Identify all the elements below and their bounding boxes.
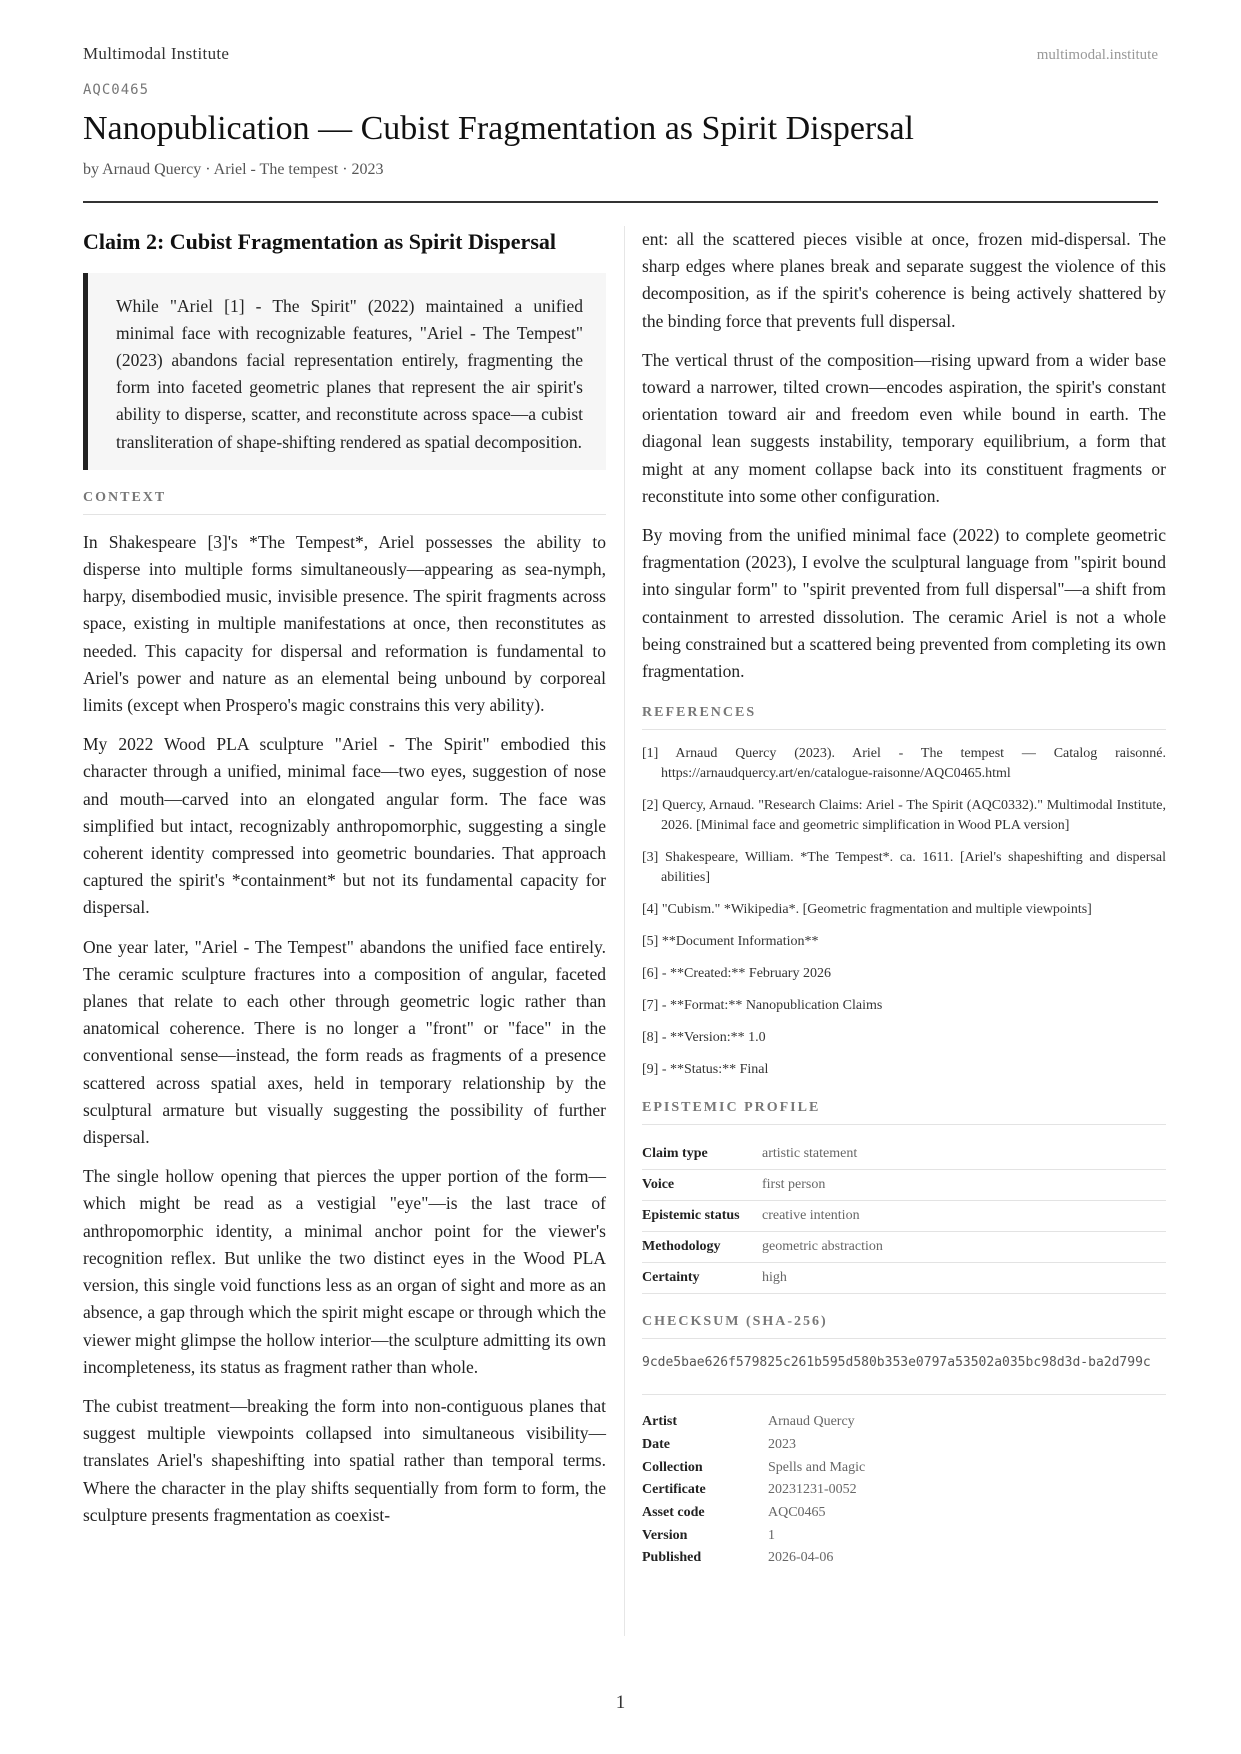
metadata-value: 2023 [768, 1436, 796, 1452]
reference-item: [9] - **Status:** Final [642, 1062, 769, 1078]
table-row [642, 1502, 865, 1525]
context-paragraph-continued: By moving from the unified minimal face (2022) to complete geometric fragmentation (2023), I evolve the sculptural language from "spirit bound into singular form" to "spirit prevented from full dispersal"—a shift from containment to arrested dissolution. The ceramic Ariel is not a whole being constrained but a scattered being prevented from completing its own fragmentation. [642, 525, 1166, 682]
metadata-key: Artist [642, 1414, 677, 1430]
reference-item: [5] **Document Information** [642, 934, 819, 950]
profile-key: Epistemic status [642, 1201, 762, 1232]
reference-item: [6] - **Created:** February 2026 [642, 966, 831, 982]
metadata-key: Version [642, 1527, 688, 1543]
page-title: Nanopublication — Cubist Fragmentation as Spirit Dispersal [83, 110, 915, 147]
metadata-value: 2026-04-06 [768, 1550, 834, 1566]
metadata-value: Spells and Magic [768, 1459, 866, 1475]
reference-item: [2] Quercy, Arnaud. "Research Claims: Ariel - The Spirit (AQC0332)." Multimodal Institute, 2026. [Minimal face and geometric simplification in Wood PLA version] [642, 798, 1166, 834]
byline: by Arnaud Quercy · Ariel - The tempest · 2023 [83, 160, 384, 178]
institute-url[interactable]: multimodal.institute [1036, 47, 1158, 63]
references-list [642, 744, 1166, 1080]
profile-value: high [762, 1263, 1166, 1294]
left-column [83, 225, 606, 1541]
asset-code: AQC0465 [83, 82, 150, 98]
table-row [642, 1232, 1166, 1263]
right-column [642, 226, 1166, 1570]
metadata-key: Collection [642, 1459, 703, 1475]
context-paragraph: In Shakespeare [3]'s *The Tempest*, Ariel possesses the ability to disperse into multiple forms simultaneously—appearing as sea-nymph, harpy, disembodied music, invisible presence. The spirit fragments across space, existing in multiple manifestations at once, then reconstitutes as needed. This capacity for dispersal and reformation is fundamental to Ariel's power and nature as an elemental being unbound by corporeal limits (except when Prospero's magic constrains this very ability). [83, 531, 606, 716]
table-row [642, 1457, 865, 1480]
claim-title: Claim 2: Cubist Fragmentation as Spirit Dispersal [83, 229, 556, 254]
context-paragraph-continued: ent: all the scattered pieces visible at once, frozen mid-dispersal. The sharp edges where planes break and separate suggest the violence of this decomposition, as if the spirit's coherence is being actively shattered by the binding force that prevents full dispersal. [642, 229, 1166, 331]
claim-text: While "Ariel [1] - The Spirit" (2022) maintained a unified minimal face with recognizable features, "Ariel - The Tempest" (2023) abandons facial representation entirely, fragmenting the form into faceted geometric planes that represent the air spirit's ability to disperse, scatter, and reconstitute across space—a cubist transliteration of shape-shifting rendered as spatial decomposition. [116, 295, 583, 452]
column-divider [624, 226, 625, 1636]
profile-key: Certainty [642, 1263, 762, 1294]
table-row [642, 1434, 865, 1457]
metadata-value: 1 [768, 1527, 775, 1543]
table-row [642, 1139, 1166, 1170]
epistemic-profile-table [642, 1139, 1166, 1294]
page-header [83, 44, 1158, 179]
table-row [642, 1170, 1166, 1201]
table-row [642, 1201, 1166, 1232]
page-number: 1 [615, 1692, 626, 1713]
context-paragraph: One year later, "Ariel - The Tempest" abandons the unified face entirely. The ceramic sculpture fractures into a composition of angular, faceted planes that relate to each other through geometric logic rather than anatomical coherence. There is no longer a "front" or "face" in the conventional sense—instead, the form reads as fragments of a presence scattered across spatial axes, held in temporary relationship by the sculptural armature but visually suggesting the possibility of further dispersal. [83, 936, 606, 1148]
reference-item: [8] - **Version:** 1.0 [642, 1030, 766, 1046]
metadata-key: Asset code [642, 1505, 705, 1521]
reference-item: [4] "Cubism." *Wikipedia*. [Geometric fragmentation and multiple viewpoints] [642, 902, 1092, 918]
profile-value: first person [762, 1170, 1166, 1201]
context-paragraph: The cubist treatment—breaking the form into non-contiguous planes that suggest multiple viewpoints collapsed into simultaneous visibility—translates Ariel's shapeshifting into spatial rather than temporal terms. Where the character in the play shifts sequentially from form to form, the sculpture presents fragmentation as coexist- [83, 1395, 606, 1525]
institute-row [83, 44, 1158, 64]
context-paragraph-continued: The vertical thrust of the composition—rising upward from a wider base toward a narrower, tilted crown—encodes aspiration, the spirit's constant orientation toward air and freedom even while bound in earth. The diagonal lean suggests instability, temporary equilibrium, a form that might at any moment collapse back into its constituent fragments or reconstitute into some other configuration. [642, 349, 1166, 506]
context-label: CONTEXT [83, 490, 606, 515]
context-paragraph: The single hollow opening that pierces the upper portion of the form—which might be read as a vestigial "eye"—is the last trace of anthropomorphic identity, a minimal anchor point for the viewer's recognition reflex. But unlike the two distinct eyes in the Wood PLA version, this single void functions less as an organ of sight and more as an absence, a gap through which the spirit might escape or through which the viewer might glimpse the hollow interior—the sculpture admitting its own incompleteness, its status as fragment rather than whole. [83, 1166, 606, 1377]
metadata-key: Certificate [642, 1482, 706, 1498]
metadata-value: 20231231-0052 [768, 1482, 857, 1498]
table-row [642, 1411, 865, 1434]
checksum-label: CHECKSUM (SHA-256) [642, 1314, 1166, 1339]
profile-value: creative intention [762, 1201, 1166, 1232]
context-paragraph: My 2022 Wood PLA sculpture "Ariel - The Spirit" embodied this character through a unified, minimal face—two eyes, suggestion of nose and mouth—carved into an elongated angular form. The face was simplified but intact, recognizably anthropomorphic, suggesting a single coherent identity compressed into geometric boundaries. That approach captured the spirit's *containment* but not its fundamental capacity for dispersal. [83, 734, 606, 918]
metadata-table [642, 1411, 865, 1570]
table-row [642, 1479, 865, 1502]
claim-blockquote [83, 273, 606, 470]
metadata-value: AQC0465 [768, 1505, 826, 1521]
table-row [642, 1263, 1166, 1294]
table-row [642, 1525, 865, 1548]
profile-key: Voice [642, 1170, 762, 1201]
reference-item[interactable]: [1] Arnaud Quercy (2023). Ariel - The tempest — Catalog raisonné. https://arnaudquercy.art/en/catalogue-raisonne/AQC0465.html [642, 746, 1166, 782]
table-row [642, 1547, 865, 1570]
profile-value: geometric abstraction [762, 1232, 1166, 1263]
metadata-value: Arnaud Quercy [768, 1414, 855, 1430]
reference-item: [7] - **Format:** Nanopublication Claims [642, 998, 883, 1014]
profile-key: Methodology [642, 1232, 762, 1263]
profile-value: artistic statement [762, 1139, 1166, 1170]
profile-key: Claim type [642, 1139, 762, 1170]
header-divider [83, 201, 1158, 203]
references-label: REFERENCES [642, 705, 1166, 730]
checksum-value: 9cde5bae626f579825c261b595d580b353e0797a53502a035bc98d3d-ba2d799c [642, 1353, 1166, 1395]
metadata-key: Published [642, 1550, 702, 1566]
reference-item: [3] Shakespeare, William. *The Tempest*. ca. 1611. [Ariel's shapeshifting and dispersal abilities] [642, 850, 1166, 886]
institute-name: Multimodal Institute [83, 44, 230, 63]
metadata-key: Date [642, 1436, 670, 1452]
epistemic-profile-label: EPISTEMIC PROFILE [642, 1100, 1166, 1125]
